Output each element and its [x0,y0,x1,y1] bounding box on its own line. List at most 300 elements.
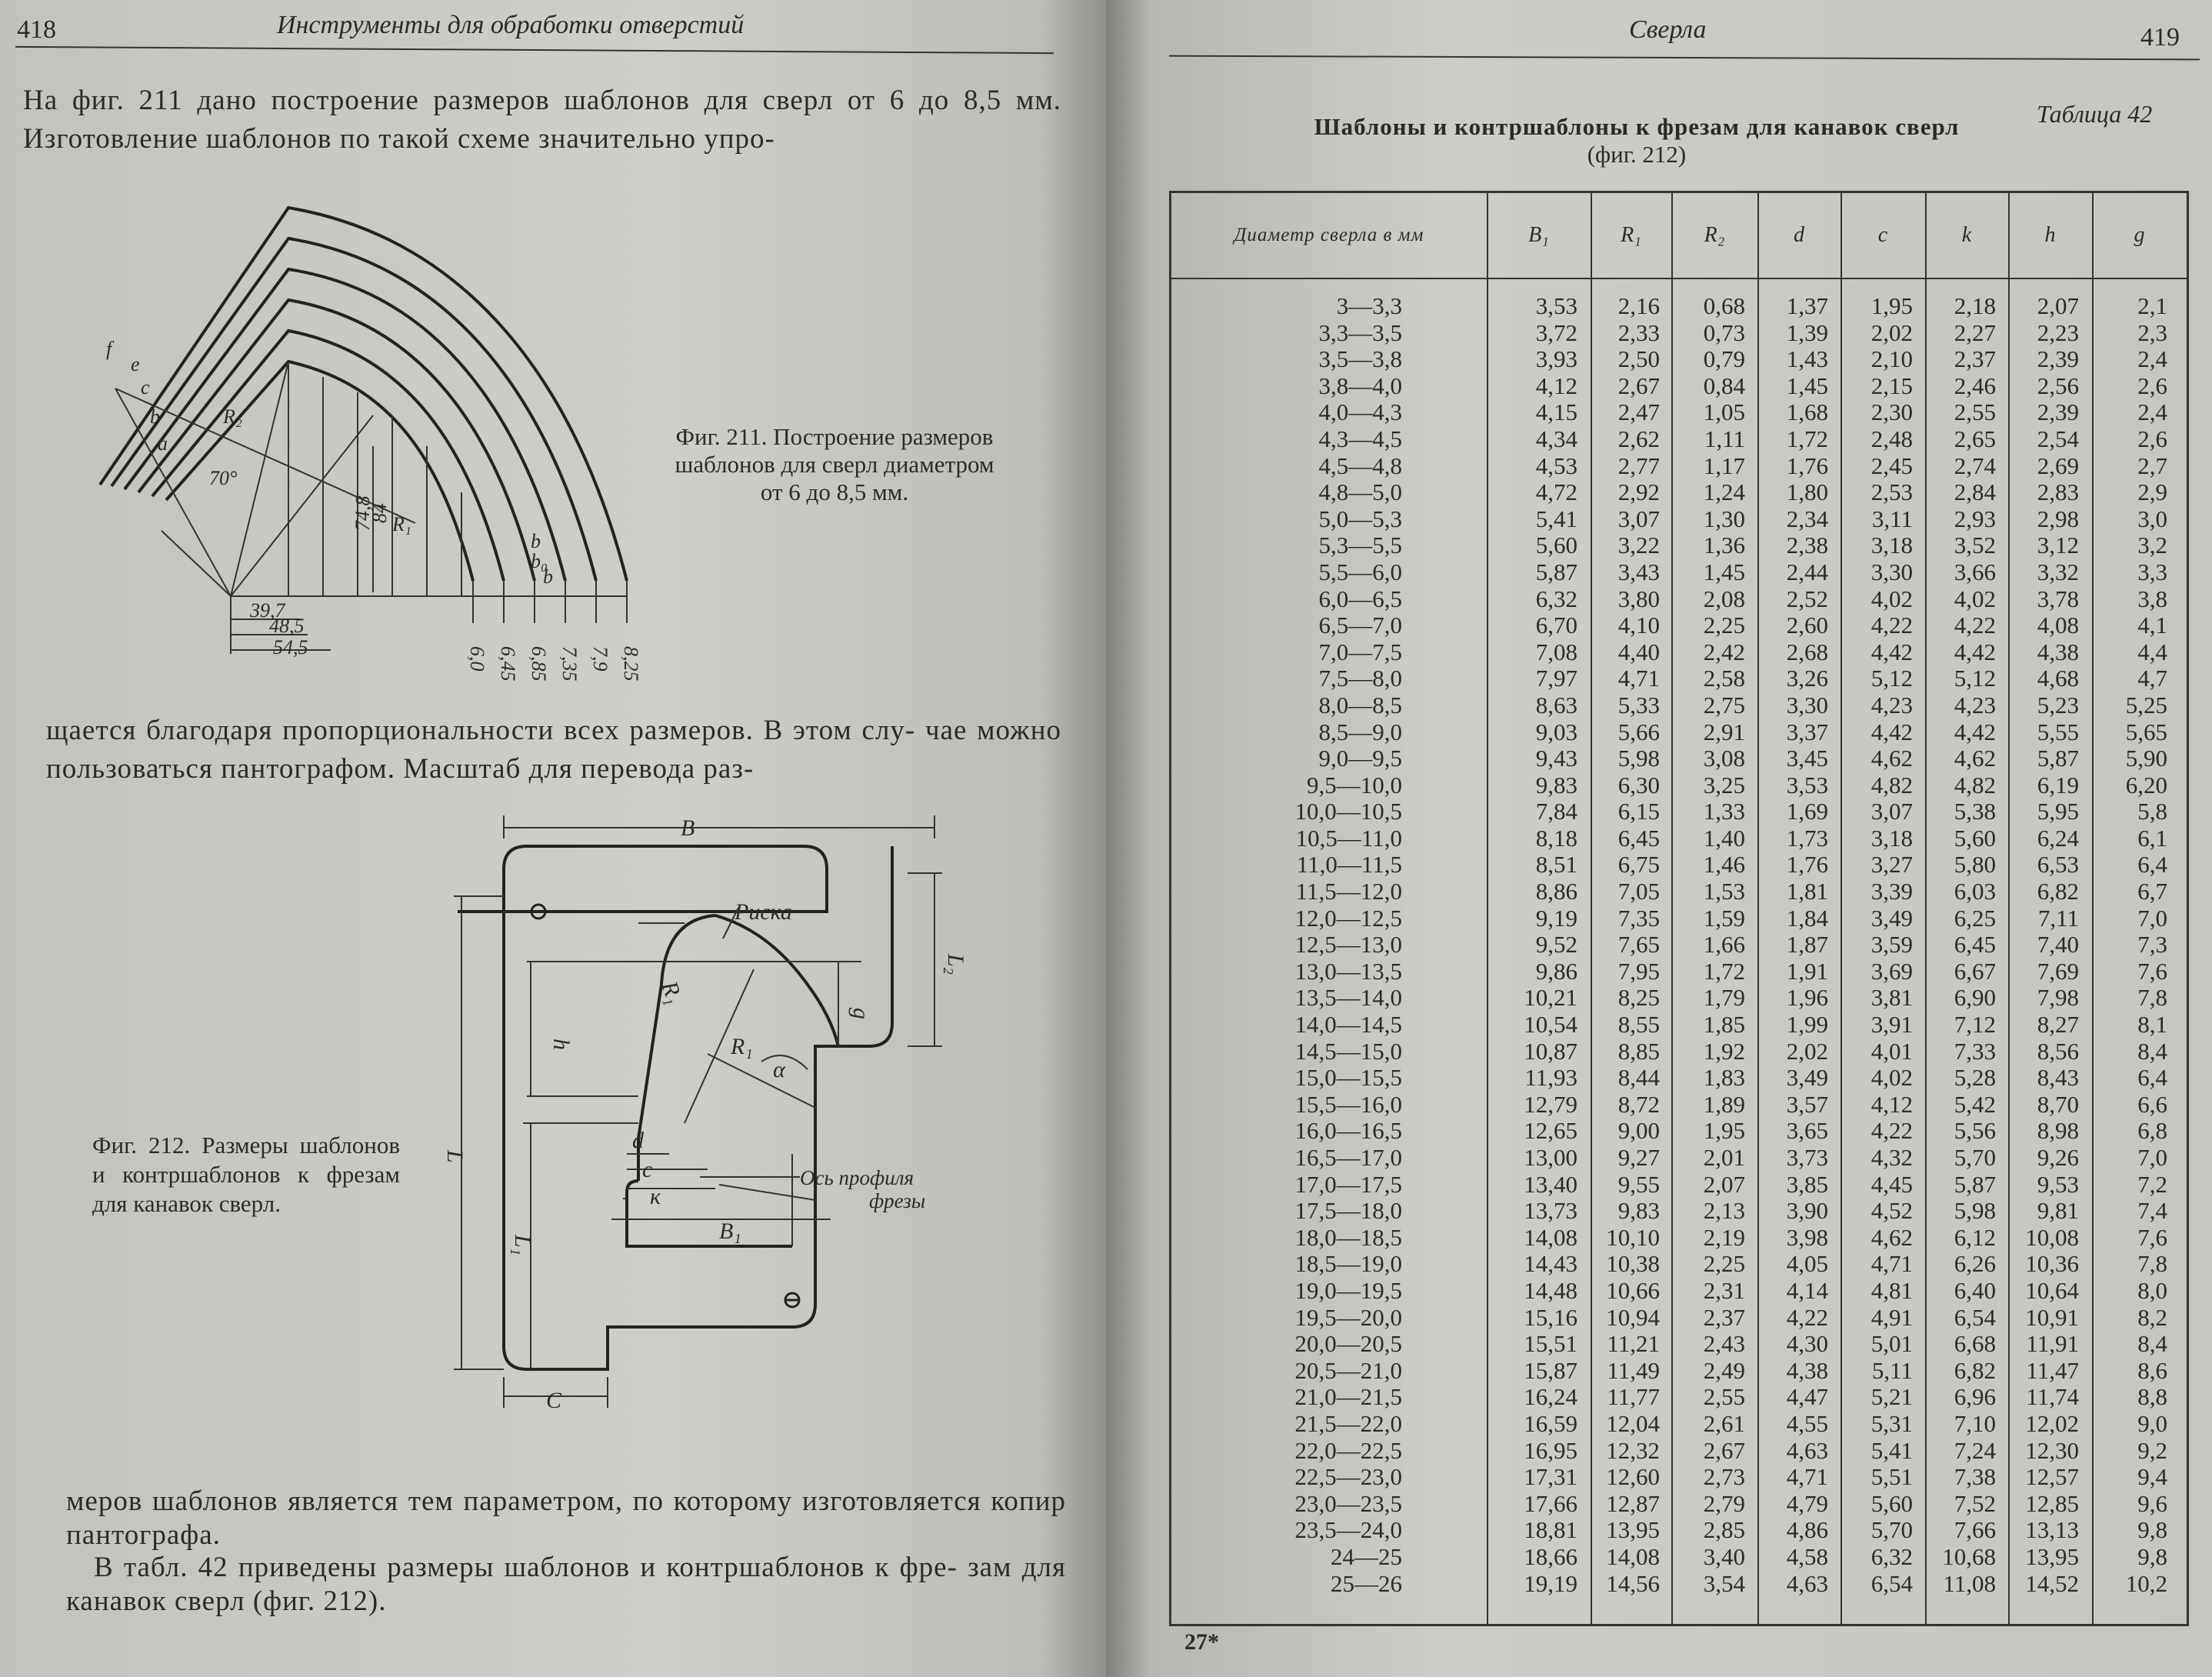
table-cell: 2,6 [2137,425,2167,452]
table-cell: 21,5—22,0 [1294,1409,1402,1437]
table-cell: 4,40 [1617,638,1660,665]
table-cell: 7,0—7,5 [1318,638,1402,665]
figure-212 [431,815,1031,1415]
table-cell: 3,53 [1535,292,1577,319]
table-cell: 7,33 [1954,1037,1996,1065]
col-header-d: d [1794,223,1804,247]
table-cell: 6,54 [1954,1303,1996,1331]
table-cell: 4,71 [1871,1250,1913,1278]
table-cell: 6,40 [1954,1276,1996,1304]
table-cell: 15,87 [1524,1356,1577,1384]
table-cell: 8,0 [2137,1276,2167,1304]
table-cell: 12,02 [2025,1409,2079,1437]
table-cell: 1,79 [1703,984,1745,1012]
table-cell: 4,7 [2137,665,2167,692]
table-cell: 2,39 [2037,345,2079,373]
table-cell: 2,67 [1617,372,1660,399]
table-cell: 2,55 [1703,1383,1745,1411]
label-h2: 84 [368,503,391,523]
table-cell: 2,02 [1786,1037,1828,1065]
table-cell: 3,52 [1954,532,1996,559]
table-cell: 10,54 [1524,1011,1577,1039]
table-cell: 2,53 [1871,478,1913,506]
table-cell: 7,66 [1954,1516,1996,1544]
col-header-b1: B₁ [1528,223,1549,247]
table-cell: 10,0—10,5 [1294,798,1402,825]
table-cell: 12,30 [2025,1436,2079,1464]
table-cell: 3,27 [1871,851,1913,879]
table-cell: 4,22 [1871,612,1913,639]
table-cell: 3,93 [1535,345,1577,373]
table-cell: 3,85 [1786,1170,1828,1198]
table-cell: 4,55 [1786,1409,1828,1437]
table-cell: 16,5—17,0 [1294,1144,1402,1171]
table-cell: 2,60 [1786,612,1828,639]
table-cell: 8,0—8,5 [1318,691,1402,718]
table-cell: 7,84 [1535,798,1577,825]
table-cell: 24—25 [1331,1542,1402,1570]
col-header-diameter: Диаметр сверла в мм [1234,225,1424,245]
table-cell: 10,21 [1524,984,1577,1012]
table-cell: 6,0—6,5 [1318,585,1402,612]
table-cell: 2,4 [2137,345,2167,373]
table-cell: 12,0—12,5 [1294,904,1402,932]
table-cell: 2,4 [2137,398,2167,426]
table-cell: 9,86 [1535,957,1577,985]
table-cell: 8,72 [1617,1090,1660,1118]
table-cell: 9,83 [1617,1197,1660,1225]
table-cell: 2,19 [1703,1223,1745,1251]
column-g [2092,293,2167,1597]
table-cell: 7,6 [2137,957,2167,985]
table-cell: 1,39 [1786,318,1828,346]
table-cell: 6,4 [2137,1064,2167,1092]
table-cell: 7,40 [2037,931,2079,959]
table-cell: 18,5—19,0 [1294,1250,1402,1278]
col-header-c: c [1877,223,1888,247]
table-cell: 5,38 [1954,798,1996,825]
table-cell: 4,02 [1954,585,1996,612]
table-cell: 3,81 [1871,984,1913,1012]
table-cell: 2,77 [1617,452,1660,479]
table-cell: 2,75 [1703,691,1745,718]
table-cell: 12,04 [1606,1409,1660,1437]
table-cell: 11,21 [1607,1330,1660,1358]
table-cell: 6,75 [1617,851,1660,879]
paragraph-intro: На фиг. 211 дано построение размеров шаблонов для сверл от 6 до 8,5 мм. Изготовление шаблонов по такой схеме значительно упро- [23,85,1061,155]
table-cell: 22,5—23,0 [1294,1463,1402,1491]
table-cell: 7,95 [1617,957,1660,985]
table-cell: 1,40 [1703,824,1745,852]
figure-211 [69,192,669,685]
table-cell: 12,32 [1606,1436,1660,1464]
table-cell: 2,7 [2137,452,2167,479]
table-cell: 3,72 [1535,318,1577,346]
table-cell: 12,5—13,0 [1294,931,1402,959]
label-h: h [548,1039,574,1050]
table-cell: 3,37 [1786,718,1828,745]
label-R1-b: R₁ [731,1034,753,1059]
table-cell: 5,28 [1954,1064,1996,1092]
table-cell: 10,2 [2125,1569,2167,1597]
table-cell: 11,08 [1943,1569,1996,1597]
table-cell: 25—26 [1331,1569,1402,1597]
table-cell: 4,30 [1786,1330,1828,1358]
table-cell: 0,73 [1703,318,1745,346]
col-header-r1: R₁ [1621,223,1641,247]
table-cell: 15,51 [1524,1330,1577,1358]
table-cell: 6,26 [1954,1250,1996,1278]
table-cell: 13,95 [1606,1516,1660,1544]
table-cell: 1,17 [1703,452,1745,479]
table-cell: 7,10 [1954,1409,1996,1437]
table-cell: 5,70 [1954,1144,1996,1171]
table-cell: 2,13 [1703,1197,1745,1225]
table-cell: 4,86 [1786,1516,1828,1544]
table-cell: 7,08 [1535,638,1577,665]
table-cell: 1,59 [1703,904,1745,932]
label-C: C [546,1388,562,1413]
table-cell: 9,52 [1535,931,1577,959]
table-cell: 5,51 [1871,1463,1913,1491]
table-cell: 1,73 [1786,824,1828,852]
table-cell: 8,63 [1535,691,1577,718]
label-b0: b₀ [531,550,548,572]
table-cell: 4,63 [1786,1569,1828,1597]
table-cell: 1,53 [1703,878,1745,905]
table-cell: 11,77 [1607,1383,1660,1411]
table-cell: 4,01 [1871,1037,1913,1065]
table-cell: 2,83 [2037,478,2079,506]
table-cell: 1,72 [1786,425,1828,452]
table-cell: 13,5—14,0 [1294,984,1402,1012]
table-cell: 1,80 [1786,478,1828,506]
table-cell: 3,8—4,0 [1318,372,1402,399]
table-cell: 14,08 [1606,1542,1660,1570]
table-cell: 4,0—4,3 [1318,398,1402,426]
table-cell: 16,24 [1524,1383,1577,1411]
table-cell: 4,42 [1954,638,1996,665]
table-cell: 6,5—7,0 [1318,612,1402,639]
table-cell: 6,54 [1871,1569,1913,1597]
table-cell: 14,0—14,5 [1294,1011,1402,1039]
table-cell: 8,6 [2137,1356,2167,1384]
table-cell: 5,31 [1871,1409,1913,1437]
table-cell: 5,33 [1617,691,1660,718]
signature-mark: 27* [1184,1629,1219,1655]
table-cell: 14,48 [1524,1276,1577,1304]
label-c: c [642,1157,653,1182]
table-cell: 8,8 [2137,1383,2167,1411]
table-cell: 3,0 [2137,505,2167,532]
table-cell: 9,0—9,5 [1318,745,1402,772]
table-cell: 6,82 [1954,1356,1996,1384]
table-cell: 4,23 [1954,691,1996,718]
table-cell: 7,12 [1954,1011,1996,1039]
table-cell: 3,40 [1703,1542,1745,1570]
table-cell: 3,53 [1786,771,1828,798]
table-cell: 4,12 [1871,1090,1913,1118]
table-cell: 11,74 [2026,1383,2079,1411]
table-cell: 4,81 [1871,1276,1913,1304]
table-cell: 4,82 [1871,771,1913,798]
table-cell: 9,4 [2137,1463,2167,1491]
table-cell: 4,22 [1786,1303,1828,1331]
table-cell: 8,98 [2037,1117,2079,1145]
table-cell: 2,46 [1954,372,1996,399]
dimension-lines [454,815,942,1408]
table-cell: 7,2 [2137,1170,2167,1198]
table-cell: 4,58 [1786,1542,1828,1570]
table-cell: 4,38 [1786,1356,1828,1384]
table-cell: 6,25 [1954,904,1996,932]
table-cell: 7,35 [1617,904,1660,932]
table-cell: 8,5—9,0 [1318,718,1402,745]
table-cell: 4,38 [2037,638,2079,665]
table-cell: 21,0—21,5 [1294,1383,1402,1411]
table-cell: 10,10 [1606,1223,1660,1251]
table-cell: 1,87 [1786,931,1828,959]
table-cell: 3,30 [1871,558,1913,585]
table-cell: 7,8 [2137,984,2167,1012]
table-cell: 17,31 [1524,1463,1577,1491]
table-cell: 7,0 [2137,1144,2167,1171]
table-cell: 4,91 [1871,1303,1913,1331]
table-subtitle: (фиг. 212) [1587,141,1687,168]
table-cell: 2,6 [2137,372,2167,399]
table-cell: 2,25 [1703,1250,1745,1278]
col-header-g: g [2134,223,2145,247]
paragraph-copier: меров шаблонов является тем параметром, по которому изготовляется копир пантографа. [66,1485,1066,1551]
table-cell: 22,0—22,5 [1294,1436,1402,1464]
table-cell: 4,4 [2137,638,2167,665]
table-cell: 14,5—15,0 [1294,1037,1402,1065]
label-f: f [106,338,112,360]
table-cell: 5,41 [1535,505,1577,532]
table-cell: 5,25 [2125,691,2167,718]
table-cell: 1,69 [1786,798,1828,825]
table-cell: 1,43 [1786,345,1828,373]
table-cell: 2,52 [1786,585,1828,612]
table-cell: 4,8—5,0 [1318,478,1402,506]
table-cell: 23,5—24,0 [1294,1516,1402,1544]
table-cell: 8,85 [1617,1037,1660,1065]
table-cell: 2,43 [1703,1330,1745,1358]
table-cell: 5,95 [2037,798,2079,825]
table-cell: 10,38 [1606,1250,1660,1278]
table-cell: 3,12 [2037,532,2079,559]
table-cell: 3,57 [1786,1090,1828,1118]
label-L2: L₂ [943,954,968,975]
table-cell: 1,30 [1703,505,1745,532]
table-cell: 4,63 [1786,1436,1828,1464]
table-cell: 23,0—23,5 [1294,1489,1402,1517]
label-b: b [150,405,160,428]
table-cell: 3,49 [1871,904,1913,932]
table-cell: 9,43 [1535,745,1577,772]
table-cell: 8,43 [2037,1064,2079,1092]
table-cell: 9,5—10,0 [1307,771,1402,798]
table-cell: 1,91 [1786,957,1828,985]
table-cell: 5,41 [1871,1436,1913,1464]
table-cell: 3,8 [2137,585,2167,612]
table-cell: 3,08 [1703,745,1745,772]
table-cell: 2,92 [1617,478,1660,506]
table-cell: 1,33 [1703,798,1745,825]
table-cell: 2,37 [1703,1303,1745,1331]
table-cell: 2,33 [1617,318,1660,346]
table-cell: 1,37 [1786,292,1828,319]
table-cell: 1,92 [1703,1037,1745,1065]
label-a: a [158,432,168,455]
table-cell: 3,30 [1786,691,1828,718]
x-label-4: 7,35 [558,646,581,682]
column-r1 [1591,293,1660,1597]
table-cell: 5,0—5,3 [1318,505,1402,532]
table-cell: 3,18 [1871,824,1913,852]
table-label: Таблица 42 [2037,100,2153,128]
table-cell: 1,83 [1703,1064,1745,1092]
table-cell: 12,60 [1606,1463,1660,1491]
table-cell: 2,74 [1954,452,1996,479]
table-cell: 1,96 [1786,984,1828,1012]
table-cell: 8,18 [1535,824,1577,852]
table-cell: 8,70 [2037,1090,2079,1118]
table-cell: 5,60 [1954,824,1996,852]
table-cell: 3,3—3,5 [1318,318,1402,346]
table-cell: 2,65 [1954,425,1996,452]
table-cell: 4,02 [1871,1064,1913,1092]
table-cell: 5,87 [2037,745,2079,772]
table-cell: 6,45 [1954,931,1996,959]
table-cell: 5,98 [1954,1197,1996,1225]
table-cell: 3,32 [2037,558,2079,585]
table-cell: 5,42 [1954,1090,1996,1118]
x-label-5: 7,9 [589,646,611,672]
table-cell: 2,84 [1954,478,1996,506]
table-cell: 9,26 [2037,1144,2079,1171]
table-cell: 3,2 [2137,532,2167,559]
table-cell: 1,99 [1786,1011,1828,1039]
table-cell: 2,1 [2137,292,2167,319]
table-cell: 3,07 [1617,505,1660,532]
running-head: Сверла [1629,15,1707,44]
table-cell: 10,66 [1606,1276,1660,1304]
table-cell: 4,1 [2137,612,2167,639]
table-cell: 15,5—16,0 [1294,1090,1402,1118]
table-cell: 12,65 [1524,1117,1577,1145]
figure-212-caption: Фиг. 212. Размеры шаблонов и контршаблонов к фрезам для канавок сверл. [92,1132,400,1217]
table-cell: 20,5—21,0 [1294,1356,1402,1384]
table-cell: 2,50 [1617,345,1660,373]
table-cell: 3,65 [1786,1117,1828,1145]
table-cell: 12,87 [1606,1489,1660,1517]
table-cell: 18,81 [1524,1516,1577,1544]
dim-39-7: 39,7 [250,599,285,622]
table-cell: 5,80 [1954,851,1996,879]
table-cell: 2,79 [1703,1489,1745,1517]
table-cell: 6,53 [2037,851,2079,879]
table-cell: 4,02 [1871,585,1913,612]
table-cell: 4,62 [1871,745,1913,772]
table-cell: 4,32 [1871,1144,1913,1171]
table-cell: 6,30 [1617,771,1660,798]
table-cell: 11,49 [1607,1356,1660,1384]
table-cell: 1,11 [1704,425,1745,452]
table-cell: 2,31 [1703,1276,1745,1304]
table-cell: 9,8 [2137,1516,2167,1544]
table-cell: 5,98 [1617,745,1660,772]
table-cell: 4,22 [1954,612,1996,639]
table-cell: 8,4 [2137,1330,2167,1358]
table-42 [1169,191,2189,1626]
header-rule [1169,55,2200,61]
table-cell: 4,08 [2037,612,2079,639]
table-cell: 2,01 [1703,1144,1745,1171]
table-cell: 2,39 [2037,398,2079,426]
table-cell: 13,0—13,5 [1294,957,1402,985]
table-cell: 4,79 [1786,1489,1828,1517]
table-cell: 13,00 [1524,1144,1577,1171]
table-cell: 4,42 [1871,638,1913,665]
table-cell: 4,45 [1871,1170,1913,1198]
table-cell: 4,52 [1871,1197,1913,1225]
column-h [2008,293,2079,1597]
table-cell: 5,66 [1617,718,1660,745]
label-L: L [442,1150,468,1163]
table-cell: 2,49 [1703,1356,1745,1384]
table-cell: 4,47 [1786,1383,1828,1411]
table-cell: 6,32 [1535,585,1577,612]
table-cell: 4,14 [1786,1276,1828,1304]
label-b-top: b [531,530,541,552]
table-cell: 2,42 [1703,638,1745,665]
label-g: g [848,1008,874,1019]
column-k [1925,293,1996,1597]
table-cell: 1,84 [1786,904,1828,932]
column-d [1757,293,1828,1597]
table-cell: 14,56 [1606,1569,1660,1597]
table-cell: 4,22 [1871,1117,1913,1145]
table-cell: 11,93 [1524,1064,1577,1092]
table-cell: 2,58 [1703,665,1745,692]
table-cell: 4,71 [1617,665,1660,692]
label-r1: R₁ [392,513,411,535]
table-cell: 9,55 [1617,1170,1660,1198]
table-cell: 6,6 [2137,1090,2167,1118]
table-cell: 5,11 [1871,1356,1913,1384]
table-cell: 14,52 [2025,1569,2079,1597]
table-cell: 4,34 [1535,425,1577,452]
table-cell: 5,8 [2137,798,2167,825]
table-cell: 8,55 [1617,1011,1660,1039]
table-cell: 6,82 [2037,878,2079,905]
table-cell: 3,3 [2137,558,2167,585]
table-cell: 6,4 [2137,851,2167,879]
label-B1: B₁ [719,1219,741,1244]
dim-48-5: 48,5 [269,615,305,637]
table-cell: 5,12 [1871,665,1913,692]
table-cell: 5,5—6,0 [1318,558,1402,585]
table-cell: 2,98 [2037,505,2079,532]
table-cell: 2,07 [2037,292,2079,319]
table-cell: 4,82 [1954,771,1996,798]
table-cell: 6,19 [2037,771,2079,798]
table-cell: 4,71 [1786,1463,1828,1491]
table-cell: 7,97 [1535,665,1577,692]
table-cell: 4,12 [1535,372,1577,399]
table-cell: 7,6 [2137,1223,2167,1251]
